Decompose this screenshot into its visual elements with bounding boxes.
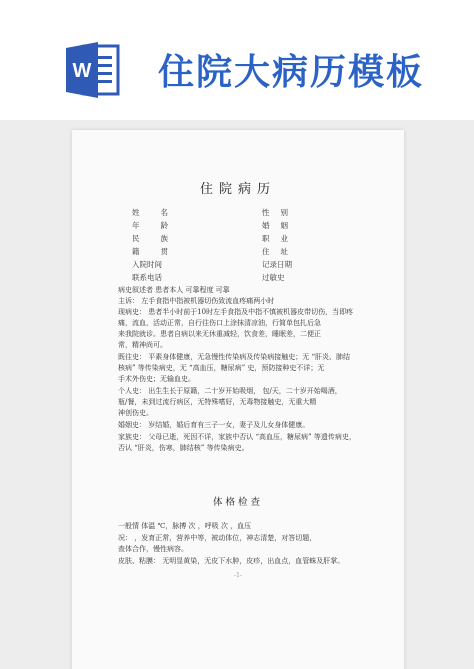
- body-line: 家族史： 父母已逝，死因不详，家族中否认 “高血压，糖尿病” 等遗传病史，: [118, 433, 356, 441]
- exam-section-title: 体格检查: [212, 497, 263, 508]
- document-title: 住院病历: [199, 182, 276, 197]
- document-page: [72, 130, 404, 669]
- body-line: 现病史： 患者半小时前于10时左手食指及中指不慎被机器皮带切伤，当即疼: [118, 308, 354, 316]
- info-label-sex: 性别: [262, 208, 288, 217]
- svg-text:W: W: [72, 60, 92, 82]
- body-line: 主诉： 左手食指中指被机器切伤致流血疼痛两小时: [118, 297, 275, 305]
- body-line: 既往史： 平素身体健康，无急慢性传染病及传染病接触史；无 “肝炎、肺结: [118, 353, 351, 361]
- info-label-address: 住址: [262, 247, 288, 256]
- exam-line: 一般情 体温 ℃，脉搏 次 ，呼吸 次 ，血压: [118, 522, 252, 530]
- info-label-native-place: 籍贯: [132, 247, 168, 256]
- body-line: 来我院就诊。患者自病以来无休重减轻，饮食差，睡眠差，二便正: [118, 330, 321, 338]
- word-document-icon: [62, 38, 126, 102]
- info-label-allergy: 过敏史: [262, 273, 285, 282]
- body-line: 神创伤史。: [118, 409, 153, 417]
- exam-line: 查体合作，慢性病容。: [118, 545, 188, 553]
- body-line: 婚姻史： 岁结婚，婚后育有三子一女，妻子及儿女身体健康。: [118, 421, 310, 429]
- body-line: 常，精神尚可。: [118, 341, 167, 349]
- banner: [0, 0, 474, 120]
- exam-line: 况： ，发育正常，营养中等，被动体位，神志清楚，对答切题，: [118, 534, 317, 542]
- exam-line: 皮肤、粘膜： 无明显黄染，无皮下水肿，皮疹，出血点，血管蛛及肝掌。: [118, 557, 345, 565]
- body-line: 瓶/餐，未到过流行病区，无特殊嗜好，无毒物接触史，无重大精: [118, 398, 317, 406]
- info-label-occupation: 职业: [262, 234, 288, 243]
- body-line: 核病” 等传染病史，无 “高血压，糖尿病” 史，预防接种史不详；无: [118, 364, 325, 372]
- page-number: -1-: [234, 572, 242, 579]
- info-label-age: 年龄: [132, 221, 168, 230]
- info-label-phone: 联系电话: [132, 273, 162, 282]
- body-line: 否认 “肝炎，伤寒，肺结核” 等传染病史。: [118, 444, 249, 452]
- body-line: 痛，流血，活动正常，自行往伤口上涂抹清凉油，行简单包扎后急: [118, 319, 321, 327]
- info-label-marital: 婚姻: [262, 221, 288, 230]
- info-label-name: 姓名: [132, 208, 168, 217]
- info-label-ethnicity: 民族: [132, 234, 168, 243]
- info-label-record-date: 记录日期: [262, 260, 292, 269]
- body-line: 病史叙述者 患者本人 可靠程度 可靠: [118, 286, 230, 294]
- banner-title: 住院大病历模板: [158, 52, 425, 93]
- body-line: 手术外伤史；无输血史。: [118, 375, 195, 383]
- body-line: 个人史： 出生生长于原籍，二十岁开始吸烟， 包/天，二十岁开始喝酒，: [118, 387, 342, 395]
- info-label-admission-time: 入院时间: [132, 260, 162, 269]
- document-preview-area: [0, 120, 474, 669]
